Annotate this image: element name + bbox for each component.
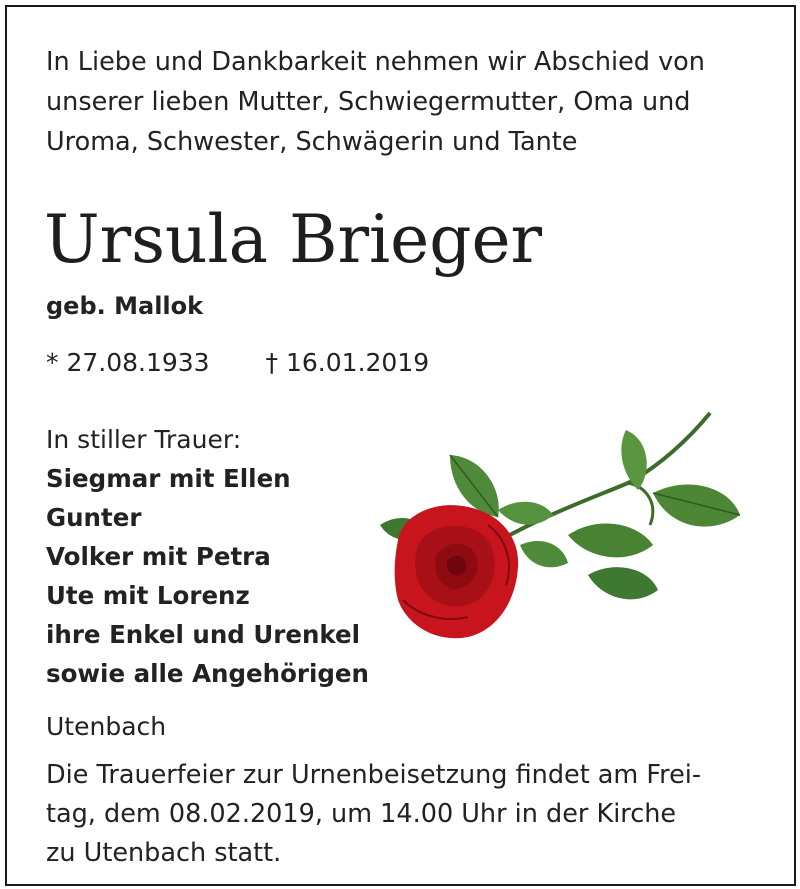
intro-text bbox=[46, 42, 766, 162]
intro-line: In Liebe und Dankbarkeit nehmen wir Abschied von bbox=[46, 47, 705, 77]
death-date: † 16.01.2019 bbox=[265, 348, 430, 377]
mourner-name: Ute mit Lorenz bbox=[46, 581, 250, 610]
deceased-name: Ursula Brieger bbox=[44, 201, 543, 278]
notice-line: Die Trauerfeier zur Urnenbeisetzung findet am Frei- bbox=[46, 760, 702, 790]
place-name: Utenbach bbox=[46, 712, 167, 741]
mourner-name: ihre Enkel und Urenkel bbox=[46, 620, 361, 649]
mourners-block bbox=[46, 420, 369, 693]
mourner-name: sowie alle Angehörigen bbox=[46, 659, 369, 688]
intro-line: Uroma, Schwester, Schwägerin und Tante bbox=[46, 127, 578, 157]
life-dates bbox=[46, 343, 429, 383]
notice-line: zu Utenbach statt. bbox=[46, 838, 282, 868]
funeral-notice bbox=[46, 756, 701, 873]
mourners-heading: In stiller Trauer: bbox=[46, 425, 242, 454]
intro-line: unserer lieben Mutter, Schwiegermutter, Oma und bbox=[46, 87, 691, 117]
mourner-name: Siegmar mit Ellen bbox=[46, 464, 291, 493]
notice-line: tag, dem 08.02.2019, um 14.00 Uhr in der Kirche bbox=[46, 799, 677, 829]
red-rose-icon bbox=[358, 395, 760, 650]
mourner-name: Volker mit Petra bbox=[46, 542, 271, 571]
birth-date: * 27.08.1933 bbox=[46, 348, 210, 377]
birth-name: geb. Mallok bbox=[46, 292, 204, 320]
mourner-name: Gunter bbox=[46, 503, 142, 532]
